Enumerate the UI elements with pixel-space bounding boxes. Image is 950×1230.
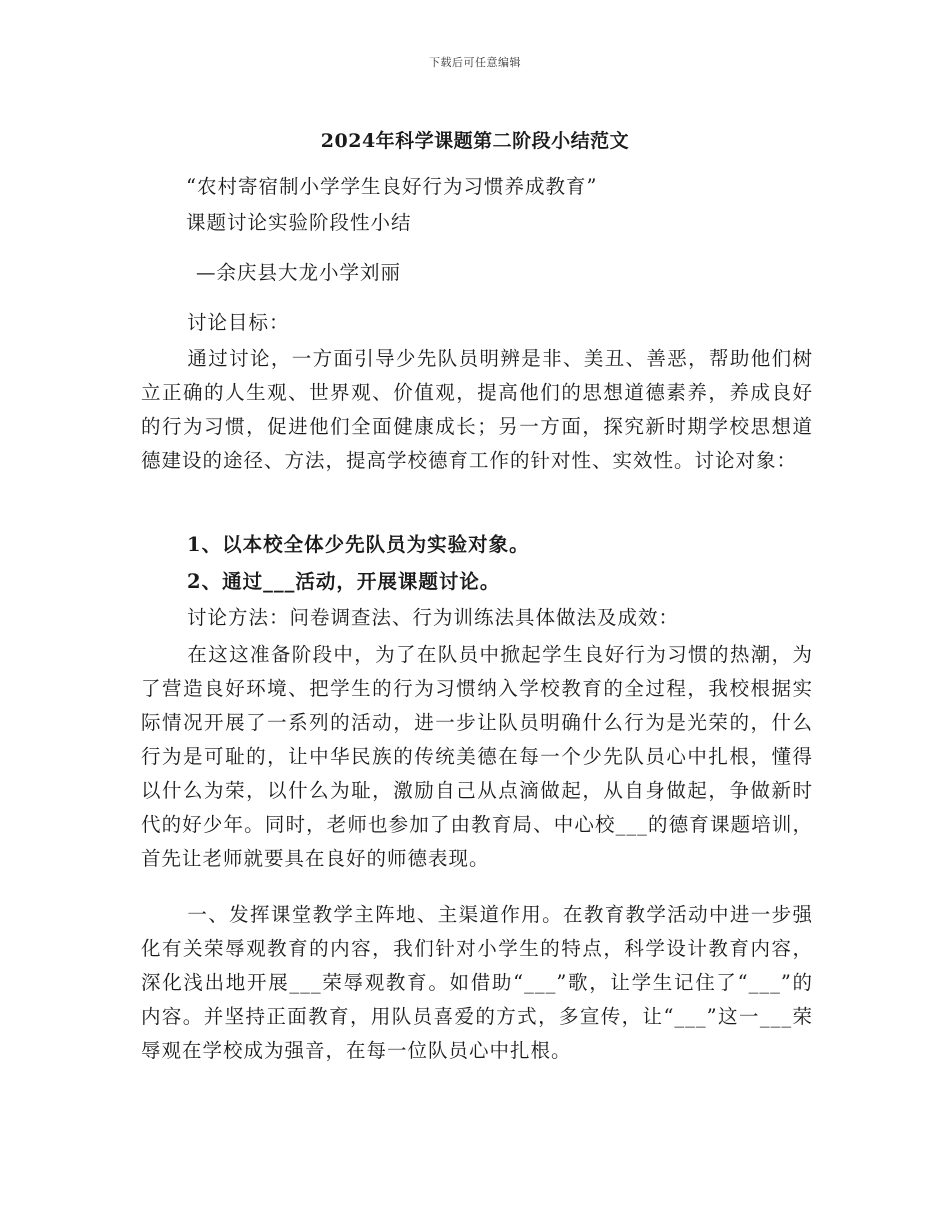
document-title: 2024年科学课题第二阶段小结范文 <box>320 130 630 152</box>
paragraph-goal-text: 通过讨论，一方面引导少先队员明辨是非、美丑、善恶，帮助他们树立正确的人生观、世界观、价值观，提高他们的思想道德素养，养成良好的行为习惯，促进他们全面健康成长；另一方面，探究新时期学校思想道德建设的途径、方法，提高学校德育工作的针对性、实效性。讨论对象： <box>141 347 813 472</box>
subtitle-line-1: “农村寄宿制小学学生良好行为习惯养成教育” <box>186 175 598 198</box>
list-item-2: 2、通过___活动，开展课题讨论。 <box>187 570 501 593</box>
paragraph-classroom-text: 一、发挥课堂教学主阵地、主渠道作用。在教育教学活动中进一步强化有关荣辱观教育的内容，我们针对小学生的特点，科学设计教育内容，深化浅出地开展___荣辱观教育。如借助“___”歌，让学生记住了“___”的内容。并坚持正面教育，用队员喜爱的方式，多宣传，让“___”这一___荣辱观在学校成为强音，在每一位队员心中扎根。 <box>141 903 813 1062</box>
paragraph-goal <box>141 342 813 478</box>
method-line: 讨论方法：问卷调查法、行为训练法具体做法及成效： <box>187 606 680 629</box>
list-item-1: 1、以本校全体少先队员为实验对象。 <box>187 533 530 556</box>
paragraph-preparation <box>141 638 813 876</box>
paragraph-preparation-text: 在这这准备阶段中，为了在队员中掀起学生良好行为习惯的热潮，为了营造良好环境、把学生的行为习惯纳入学校教育的全过程，我校根据实际情况开展了一系列的活动，进一步让队员明确什么行为是光荣的，什么行为是可耻的，让中华民族的传统美德在每一个少先队员心中扎根，懂得以什么为荣，以什么为耻，激励自己从点滴做起，从自身做起，争做新时代的好少年。同时，老师也参加了由教育局、中心校___的德育课题培训，首先让老师就要具在良好的师德表现。 <box>141 643 813 870</box>
goal-heading: 讨论目标： <box>187 311 290 334</box>
subtitle-line-2: 课题讨论实验阶段性小结 <box>186 211 412 234</box>
paragraph-classroom <box>141 898 813 1068</box>
header-note: 下载后可任意编辑 <box>429 56 521 69</box>
author-line: —余庆县大龙小学刘丽 <box>196 261 402 284</box>
